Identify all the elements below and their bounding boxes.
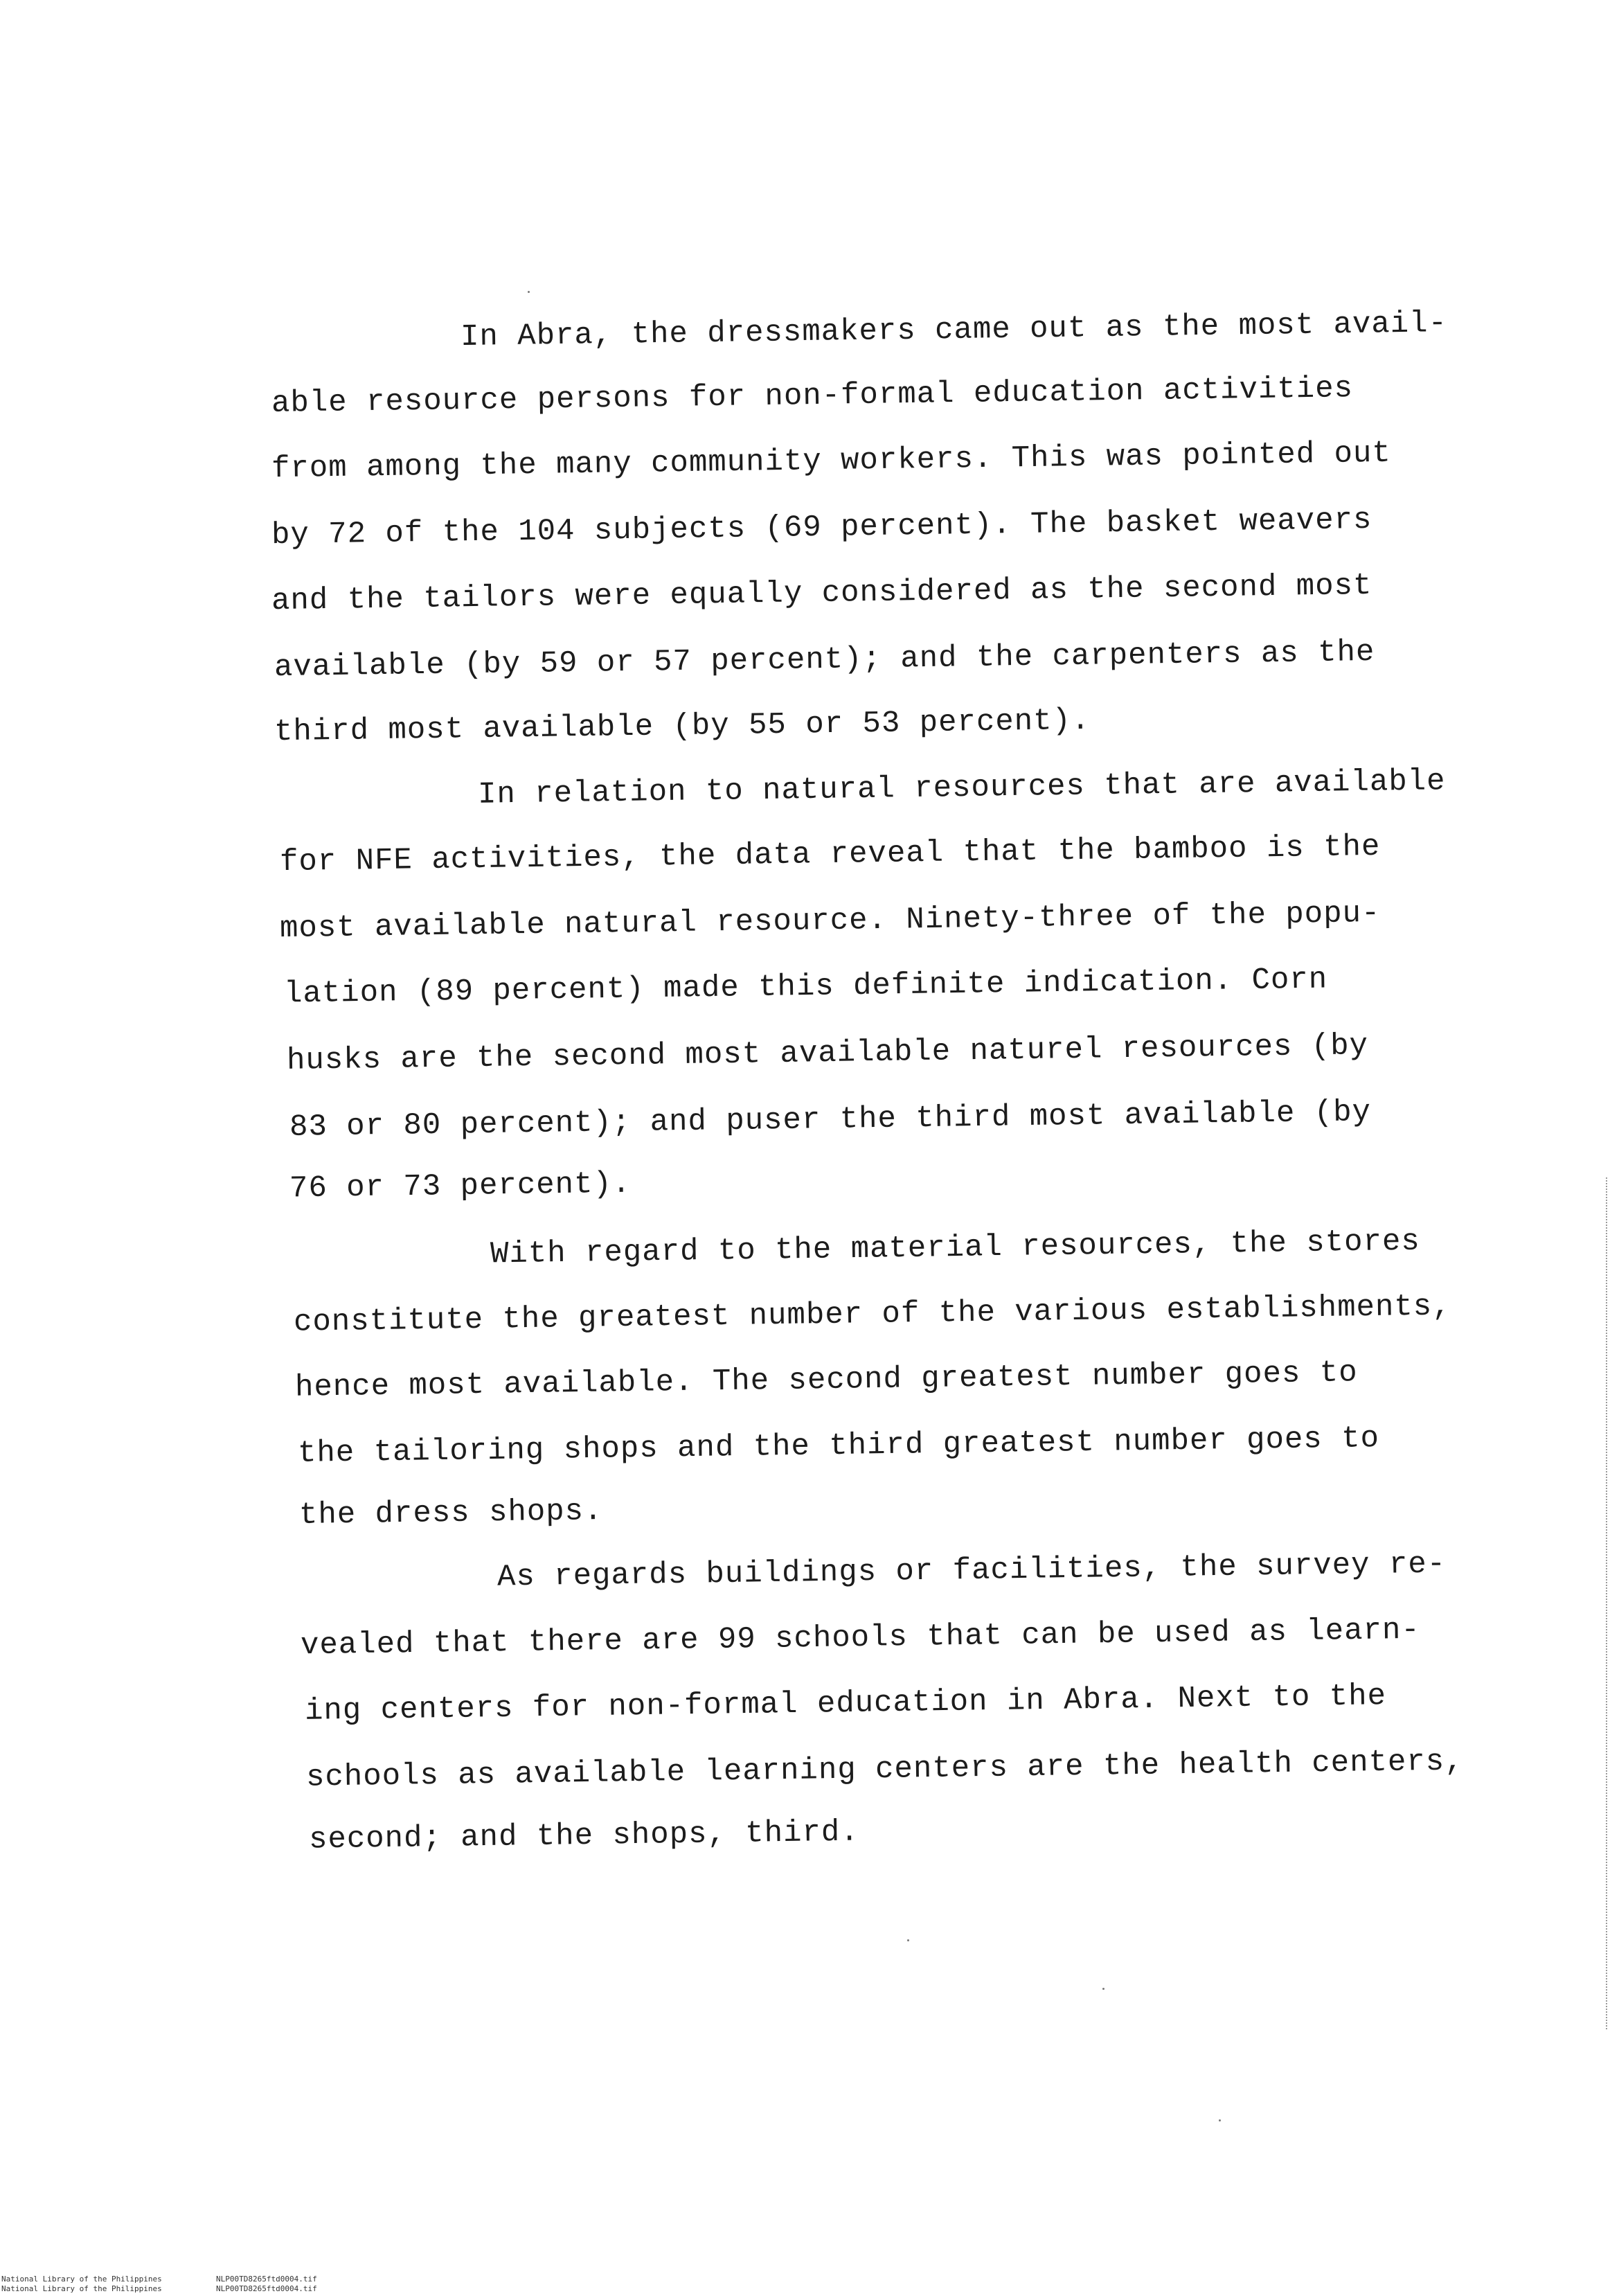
text-line: for NFE activities, the data reveal that the bamboo is the (279, 829, 1381, 880)
text-line: able resource persons for non-formal education activities (271, 371, 1354, 421)
text-line: 83 or 80 percent); and puser the third most available (by (289, 1095, 1372, 1145)
text-line: available (by 59 or 57 percent); and the carpenters as the (274, 634, 1375, 686)
text-line: by 72 of the 104 subjects (69 percent). The basket weavers (271, 502, 1372, 553)
text-line: and the tailors were equally considered as the second most (271, 568, 1372, 619)
scan-speck (528, 291, 530, 293)
file-reference-line: NLP00TD8265ftd0004.tif (216, 2284, 317, 2293)
library-credit-line: National Library of the Philippines (1, 2284, 162, 2293)
text-line: 76 or 73 percent). (289, 1166, 632, 1207)
scan-edge-mark (1604, 1177, 1607, 2029)
text-line: With regard to the material resources, the stores (490, 1224, 1421, 1272)
text-line: most available natural resource. Ninety-three of the popu- (279, 896, 1381, 947)
text-line: husks are the second most available naturel resources (by (286, 1029, 1369, 1078)
text-line: vealed that there are 99 schools that can be used as learn- (300, 1612, 1421, 1664)
text-line: In relation to natural resources that are available (477, 764, 1446, 812)
file-reference-line: NLP00TD8265ftd0004.tif (216, 2275, 317, 2284)
text-line: the tailoring shops and the third greatest number goes to (297, 1421, 1380, 1471)
text-line: In Abra, the dressmakers came out as the most avail- (460, 306, 1448, 355)
text-line: third most available (by 55 or 53 percent). (274, 703, 1091, 750)
text-line: ing centers for non-formal education in Abra. Next to the (304, 1679, 1387, 1729)
text-line: second; and the shops, third. (308, 1815, 860, 1858)
library-credit-line: National Library of the Philippines (1, 2275, 162, 2284)
text-line: As regards buildings or facilities, the survey re- (497, 1547, 1447, 1595)
scan-speck (1219, 2119, 1221, 2121)
text-line: schools as available learning centers are the health centers, (305, 1744, 1464, 1795)
text-line: the dress shops. (298, 1493, 603, 1533)
scan-speck (1102, 1988, 1104, 1990)
text-line: hence most available. The second greatest number goes to (294, 1355, 1358, 1405)
text-line: constitute the greatest number of the various establishments, (293, 1289, 1451, 1340)
text-line: from among the many community workers. This was pointed out (271, 436, 1392, 487)
scan-speck (907, 1939, 909, 1941)
text-line: lation (89 percent) made this definite indication. Corn (283, 962, 1328, 1012)
